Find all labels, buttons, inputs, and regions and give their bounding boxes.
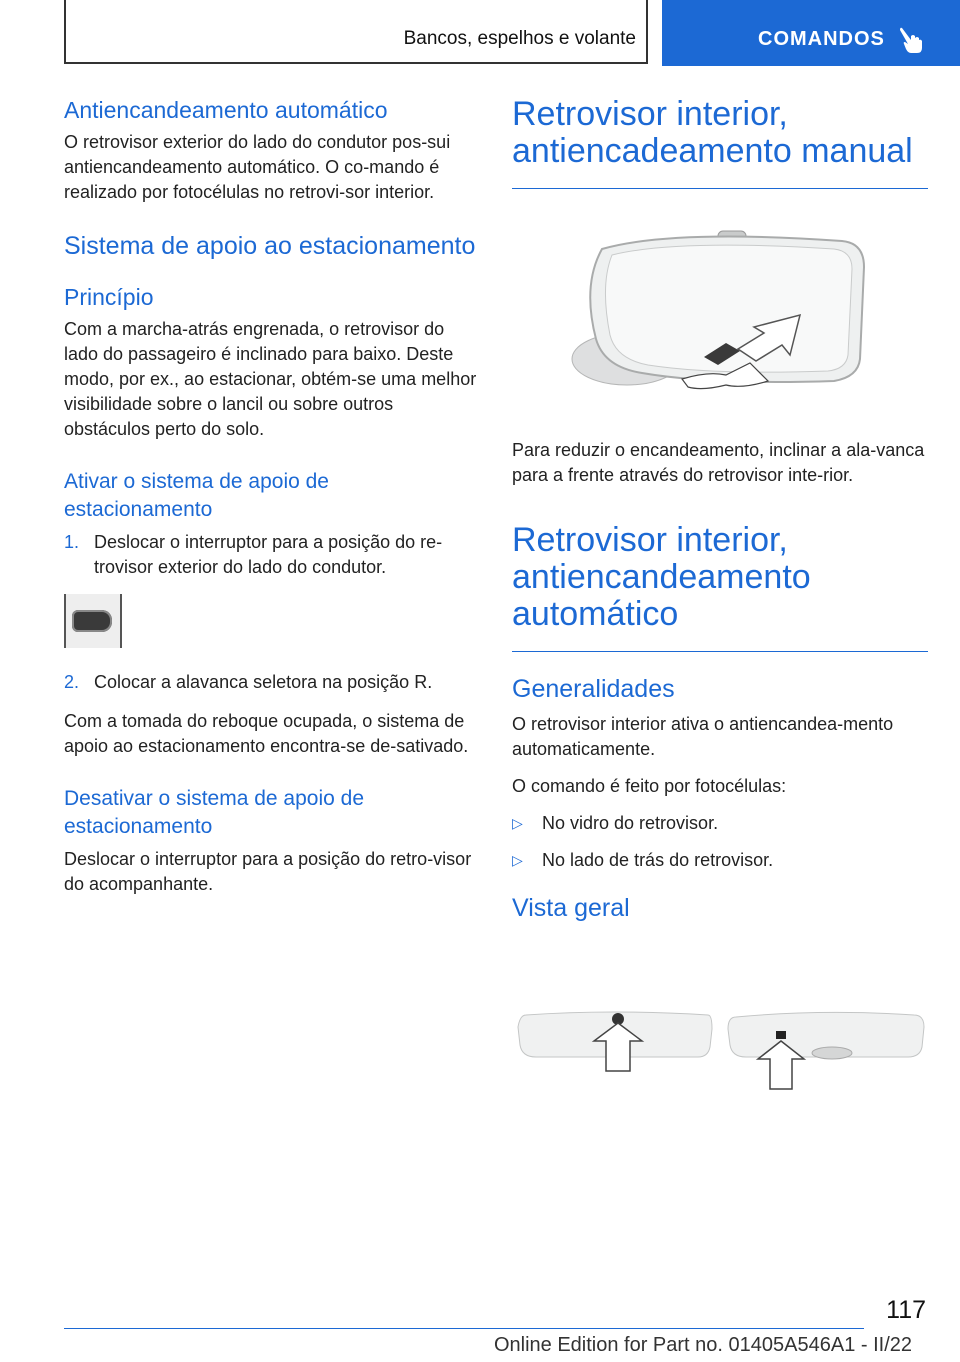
page-number: 117 (886, 1296, 926, 1324)
manual-text: Para reduzir o encandeamento, inclinar a ala-vanca para a frente através do retrovisor inte-rior. (512, 440, 925, 485)
step-number: 2. (64, 672, 80, 692)
deactivate-heading: Desativar o sistema de apoio de estacionamento (64, 787, 364, 838)
antiglare-text: O retrovisor exterior do lado do condutor pos-sui antiencandeamento automático. O co-mando é realizado por fotocélulas no retrovi-sor interior. (64, 132, 451, 202)
mirror-switch-illustration (64, 594, 122, 648)
manual-mirror-heading: Retrovisor interior, antiencadeamento manual (512, 96, 928, 189)
activate-heading: Ativar o sistema de apoio de estacionamento (64, 470, 329, 521)
section-title: Bancos, espelhos e volante (403, 28, 636, 49)
step-item (64, 670, 480, 695)
principle-text: Com a marcha-atrás engrenada, o retrovisor do lado do passageiro é inclinado para baixo. Deste modo, por ex., ao estacionar, obtém-se uma melhor visibilidade sobre o lancil ou sobre outros obstáculos perto do solo. (64, 319, 477, 439)
manual-mirror-illustration (512, 189, 928, 419)
pointing-hand-icon (898, 26, 924, 54)
general-heading: Generalidades (512, 675, 675, 703)
photocell-back-icon (776, 1031, 786, 1039)
right-column (512, 96, 928, 1102)
principle-heading: Princípio (64, 284, 154, 310)
deactivate-text: Deslocar o interruptor para a posição do retro-visor do acompanhante. (64, 849, 472, 894)
footer-divider (64, 1328, 864, 1329)
general-text: O retrovisor interior ativa o antiencandea-mento automaticamente. (512, 714, 894, 759)
triangle-bullet-icon: ▷ (512, 852, 523, 868)
photocell-intro: O comando é feito por fotocélulas: (512, 776, 787, 796)
auto-mirror-heading: Retrovisor interior, antiencandeamento automático (512, 522, 928, 652)
overview-heading: Vista geral (512, 894, 630, 922)
list-item (512, 848, 928, 873)
antiglare-heading: Antiencandeamento automático (64, 97, 388, 123)
chapter-tab[interactable] (662, 0, 960, 66)
list-item (512, 811, 928, 836)
step-item (64, 530, 480, 580)
bullet-text: No lado de trás do retrovisor. (542, 850, 774, 870)
parking-heading: Sistema de apoio ao estacionamento (64, 232, 476, 260)
trailer-note: Com a tomada do reboque ocupada, o sistema de apoio ao estacionamento encontra-se de-sativado. (64, 711, 469, 756)
overview-illustration (512, 1007, 928, 1097)
bullet-text: No vidro do retrovisor. (542, 813, 719, 833)
edition-note: Online Edition for Part no. 01405A546A1 - II/22 (493, 1334, 912, 1356)
step-number: 1. (64, 532, 80, 552)
step-text: Colocar a alavanca seletora na posição R. (94, 672, 433, 692)
chapter-tab-label: COMANDOS (758, 28, 885, 50)
mirror-switch-icon (72, 610, 112, 632)
step-text: Deslocar o interruptor para a posição do re-trovisor exterior do lado do condutor. (94, 532, 443, 577)
triangle-bullet-icon: ▷ (512, 815, 523, 831)
left-column (64, 96, 480, 909)
